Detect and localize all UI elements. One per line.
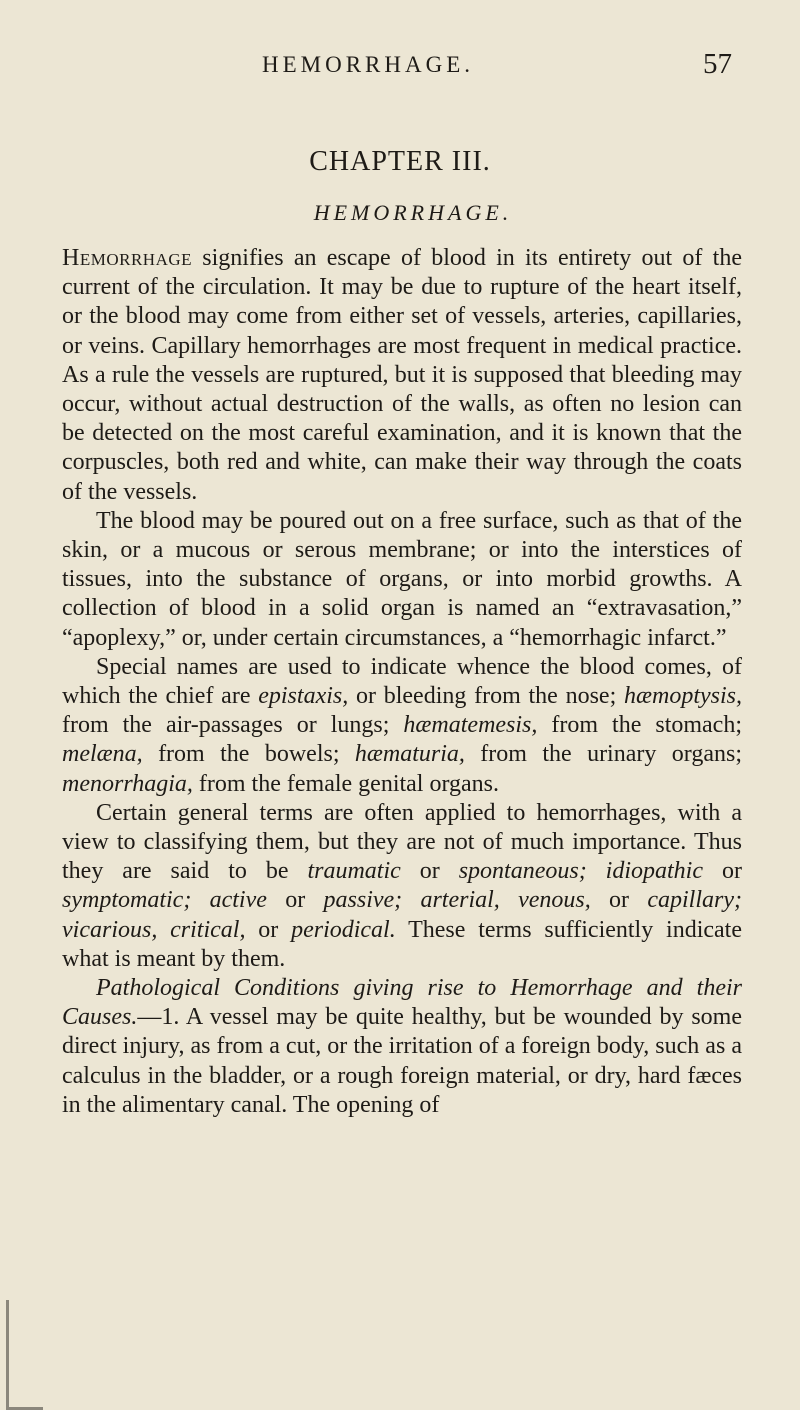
text-run: from the stomach; <box>537 712 742 739</box>
text-run: These terms sufficiently indicate what is meant by them. <box>62 916 742 972</box>
lead-word: Hemorrhage <box>62 245 193 271</box>
text-run: or <box>703 858 742 885</box>
chapter-title: HEMORRHAGE. <box>313 200 513 225</box>
section-heading: Pathological Conditions giving rise to Hemorrhage and their Causes. <box>62 975 742 1031</box>
text-run: from the bowels; <box>142 741 355 768</box>
term: capillary; vicarious, critical, <box>62 887 742 943</box>
text-run: or <box>400 858 459 885</box>
term: epistaxis, <box>258 683 349 710</box>
paragraph-2 <box>62 507 742 653</box>
term: melæna, <box>62 741 143 768</box>
text-run: or <box>590 887 648 914</box>
paragraph-text: The blood may be poured out on a free surface, such as that of the skin, or a mucous or serous membrane; or into the interstices of tissues, into the substance of organs, or into morbid growths. A collection of blood in a solid organ is named an “extravasation,” “apoplexy,” or, under certain circumstances, a “hemorrhagic infarct.” <box>62 507 742 651</box>
text-run: or <box>245 916 292 943</box>
chapter-heading: CHAPTER III. <box>309 146 491 177</box>
paragraph-5 <box>62 974 742 1120</box>
text-run: from the urinary organs; <box>464 741 742 768</box>
text-run: from the female genital organs. <box>192 770 500 797</box>
page-header <box>262 48 732 92</box>
term: traumatic <box>307 858 401 885</box>
term: passive; arterial, venous, <box>323 887 591 914</box>
text-run: or bleeding from the nose; <box>348 683 624 710</box>
term: menorrhagia, <box>62 770 193 797</box>
body-text <box>62 244 742 1120</box>
paragraph-4 <box>62 799 742 974</box>
page-edge-shadow <box>6 1300 43 1410</box>
text-run: or <box>266 887 324 914</box>
paragraph-text: signifies an escape of blood in its entirety out of the current of the circulation. It may be due to rupture of the heart itself, or the blood may come from either set of vessels, arteries, capillaries, or veins. Capillary hemorrhages are most frequent in medical practice. As a rule the vessels are ruptured, but it is supposed that bleeding may occur, without actual destruction of the walls, as often no lesion can be detected on the most careful examination, and it is known that the corpuscles, both red and white, can make their way through the coats of the vessels. <box>62 245 742 505</box>
text-run: from the air-passages or lungs; <box>62 712 404 739</box>
term: hæmaturia, <box>354 741 465 768</box>
term: hæmoptysis, <box>624 683 743 710</box>
term: symptomatic; active <box>62 887 267 914</box>
term: periodical. <box>291 916 396 943</box>
term: hæmatemesis, <box>403 712 538 739</box>
text-run: Special names are used to indicate whence the blood comes, of which the chief are <box>62 653 742 710</box>
running-title: HEMORRHAGE. <box>262 52 475 77</box>
term: spontaneous; idiopathic <box>458 858 704 885</box>
text-run: Certain general terms are often applied to hemorrhages, with a view to classifying them, but they are not of much importance. Thus they are said to be <box>62 799 742 885</box>
page-number: 57 <box>703 48 732 80</box>
paragraph-1 <box>62 244 742 507</box>
paragraph-3 <box>62 653 742 799</box>
paragraph-text: —1. A vessel may be quite healthy, but be wounded by some direct injury, as from a cut, or the irritation of a foreign body, such as a calculus in the bladder, or a rough foreign material, or dry, hard fæces in the alimentary canal. The opening of <box>62 1004 742 1118</box>
